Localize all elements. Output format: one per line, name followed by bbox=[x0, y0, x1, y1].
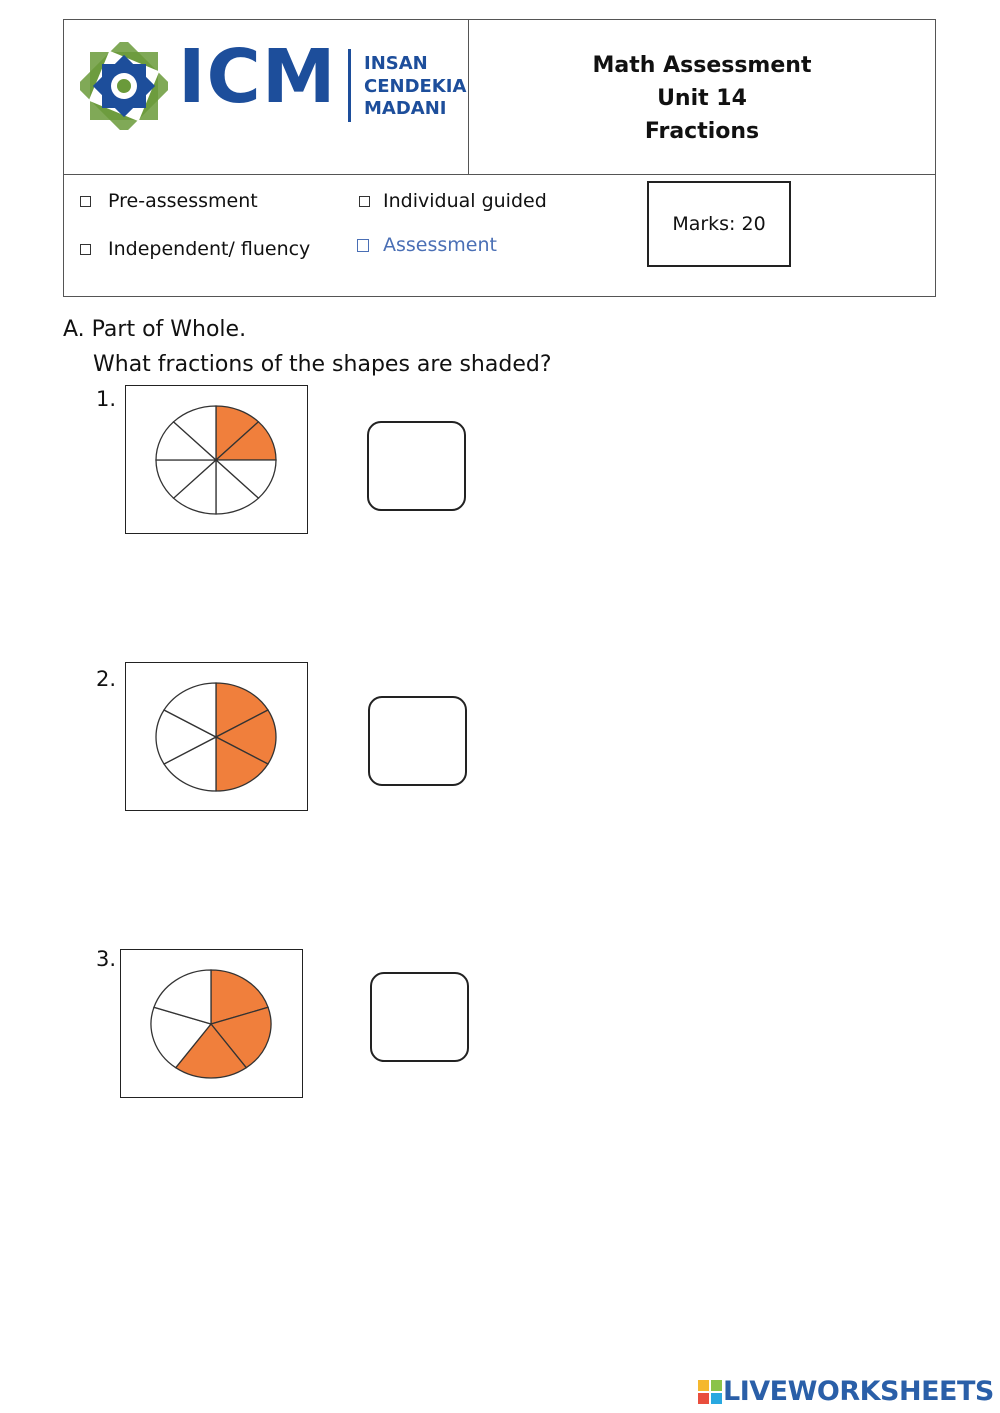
answer-box[interactable] bbox=[367, 421, 466, 511]
logo-line-1: INSAN bbox=[364, 53, 428, 74]
shape-frame bbox=[125, 662, 308, 811]
option-assessment[interactable] bbox=[357, 236, 497, 255]
checkbox-icon[interactable] bbox=[80, 196, 91, 207]
option-label: Assessment bbox=[383, 234, 497, 256]
pie-slices bbox=[156, 683, 276, 791]
question-text: What fractions of the shapes are shaded? bbox=[93, 352, 552, 377]
title-line-3: Fractions bbox=[644, 119, 760, 144]
liveworksheets-wordmark: LIVEWORKSHEETS bbox=[723, 1376, 994, 1407]
question-number: 3. bbox=[96, 947, 117, 971]
option-label: Pre-assessment bbox=[108, 190, 258, 212]
checkbox-icon[interactable] bbox=[359, 196, 370, 207]
question-number: 2. bbox=[96, 667, 117, 691]
section-title: A. Part of Whole. bbox=[63, 317, 247, 342]
marks-box bbox=[647, 181, 791, 267]
header-divider bbox=[63, 174, 936, 175]
fraction-pie-1 bbox=[126, 386, 306, 532]
logo-line-3: MADANI bbox=[364, 98, 447, 119]
checkbox-icon[interactable] bbox=[80, 244, 91, 255]
logo-separator bbox=[348, 49, 351, 122]
option-label: Individual guided bbox=[383, 190, 547, 212]
option-label: Independent/ fluency bbox=[108, 238, 311, 260]
marks-label: Marks: 20 bbox=[672, 213, 766, 235]
checkbox-icon[interactable] bbox=[357, 239, 369, 252]
pie-slices bbox=[156, 406, 276, 514]
shape-frame bbox=[125, 385, 308, 534]
fraction-pie-2 bbox=[126, 663, 306, 809]
option-pre-assessment[interactable] bbox=[80, 192, 258, 211]
title-line-1: Math Assessment bbox=[592, 53, 812, 78]
pie-slices bbox=[151, 970, 271, 1078]
logo-line-2: CENDEKIA bbox=[364, 76, 467, 97]
title-line-2: Unit 14 bbox=[657, 86, 747, 111]
logo-brand: ICM bbox=[178, 34, 337, 120]
answer-box[interactable] bbox=[368, 696, 467, 786]
question-number: 1. bbox=[96, 387, 117, 411]
option-individual-guided[interactable] bbox=[359, 192, 547, 211]
icm-logo-emblem-icon bbox=[80, 42, 168, 130]
liveworksheets-logo bbox=[697, 1376, 994, 1407]
liveworksheets-icon bbox=[697, 1379, 723, 1405]
option-independent-fluency[interactable] bbox=[80, 240, 310, 259]
answer-box[interactable] bbox=[370, 972, 469, 1062]
shape-frame bbox=[120, 949, 303, 1098]
fraction-pie-3 bbox=[121, 950, 301, 1096]
